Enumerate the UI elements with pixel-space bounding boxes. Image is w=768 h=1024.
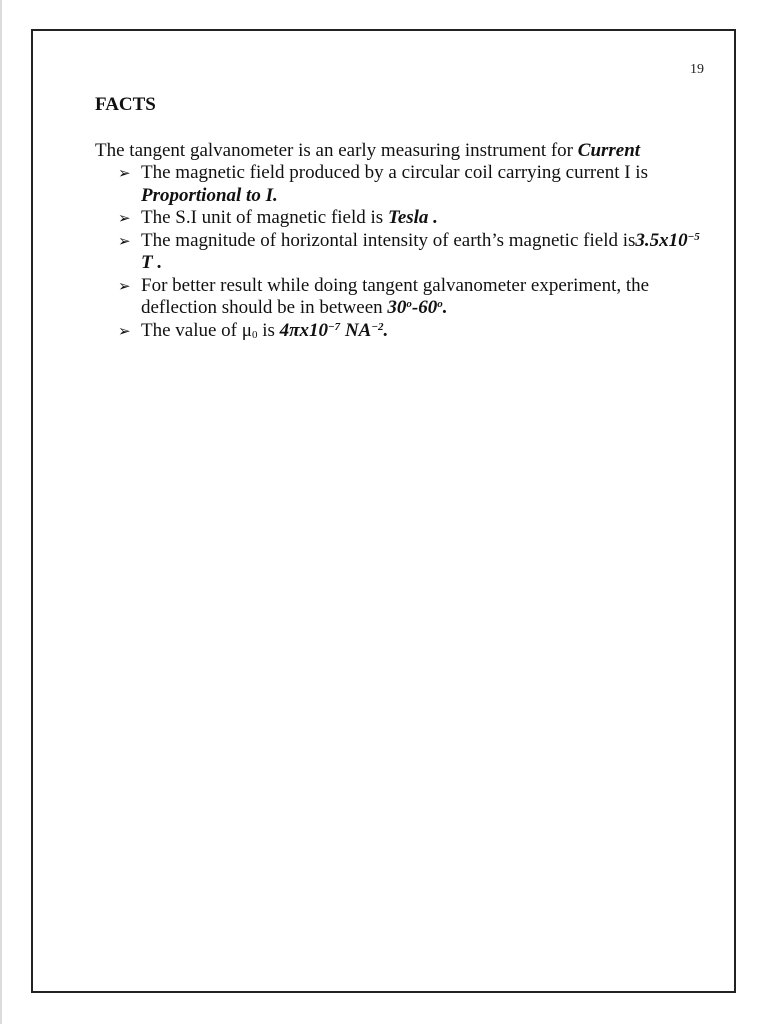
section-heading: FACTS: [95, 94, 156, 115]
arrow-bullet-icon: ➢: [118, 209, 131, 227]
range-separator: -: [411, 297, 419, 318]
arrow-bullet-icon: ➢: [118, 231, 131, 250]
fact-angle-range: [387, 297, 447, 318]
value-exponent: −5: [687, 230, 700, 243]
mu-symbol: μ: [241, 319, 252, 341]
end-mark: .: [442, 297, 448, 318]
arrow-bullet-icon: ➢: [118, 276, 131, 295]
mu-subscript: 0: [251, 328, 258, 341]
value-base: 4πx10: [279, 319, 329, 341]
value-base: 3.5x10: [635, 229, 688, 251]
fact-emphasis: Proportional to I.: [141, 184, 278, 206]
angle-high: 60: [418, 297, 438, 318]
fact-item-si-unit: [118, 207, 708, 230]
arrow-bullet-icon: ➢: [118, 321, 131, 340]
arrow-bullet-icon: ➢: [118, 164, 131, 182]
intro-sentence: [95, 139, 715, 162]
unit-base: NA: [340, 319, 372, 341]
fact-text: The magnetic field produced by a circular coil carrying current I is: [141, 162, 648, 183]
facts-list: [118, 162, 708, 342]
degree-mark: o: [406, 298, 412, 310]
fact-emphasis: Tesla .: [387, 207, 438, 228]
value-unit: T .: [141, 252, 163, 273]
fact-item-horizontal-intensity: [118, 230, 708, 275]
degree-mark: o: [437, 298, 443, 310]
page-number: 19: [690, 62, 704, 77]
intro-emphasis: Current: [577, 140, 641, 161]
fact-text: The value of: [141, 319, 242, 341]
angle-low: 30: [387, 297, 407, 318]
end-mark: .: [383, 319, 389, 341]
connector-text: is: [257, 319, 280, 341]
fact-item-deflection-range: [118, 275, 708, 320]
fact-item-mu-zero: [118, 320, 708, 343]
unit-exponent: −2: [371, 320, 384, 333]
intro-text: The tangent galvanometer is an early measuring instrument for: [95, 140, 578, 161]
fact-text: The magnitude of horizontal intensity of earth’s magnetic field is: [141, 229, 636, 251]
fact-text: For better result while doing tangent galvanometer experiment, the deflection should be in between: [141, 274, 650, 318]
fact-value: [280, 320, 389, 341]
fact-item-magnetic-field-proportional: [118, 162, 708, 207]
value-exponent: −7: [328, 320, 341, 333]
page-left-edge: [0, 0, 2, 1024]
fact-text: The S.I unit of magnetic field is: [141, 207, 388, 228]
